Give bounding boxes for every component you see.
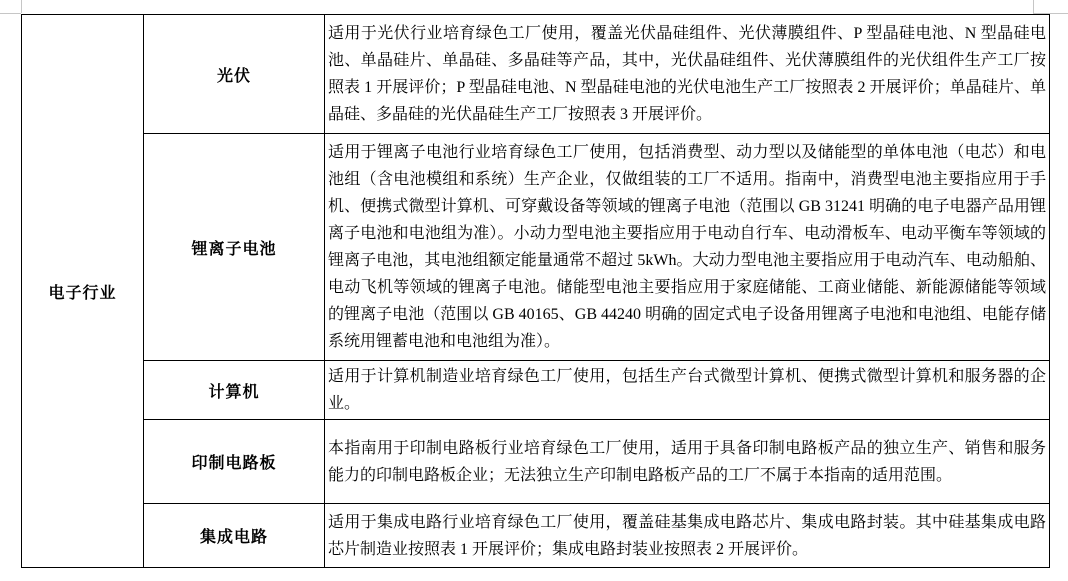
category-cell-lithium-battery: 锂离子电池 (144, 134, 325, 361)
table-row (22, 420, 1050, 504)
description-cell-integrated-circuit: 适用于集成电路行业培育绿色工厂使用，覆盖硅基集成电路芯片、集成电路封装。其中硅基集成电路芯片制造业按照表 1 开展评价；集成电路封装业按照表 2 开展评价。 (325, 504, 1050, 568)
category-cell-computer: 计算机 (144, 361, 325, 420)
description-cell-computer: 适用于计算机制造业培育绿色工厂使用，包括生产台式微型计算机、便携式微型计算机和服务器的企业。 (325, 361, 1050, 420)
table-row (22, 361, 1050, 420)
table-row (22, 504, 1050, 568)
table-row (22, 15, 1050, 134)
industry-cell: 电子行业 (22, 15, 144, 568)
description-cell-printed-circuit-board: 本指南用于印制电路板行业培育绿色工厂使用，适用于具备印制电路板产品的独立生产、销售和服务能力的印制电路板企业；无法独立生产印制电路板产品的工厂不属于本指南的适用范围。 (325, 420, 1050, 504)
description-cell-lithium-battery: 适用于锂离子电池行业培育绿色工厂使用，包括消费型、动力型以及储能型的单体电池（电芯）和电池组（含电池模组和系统）生产企业，仅做组装的工厂不适用。指南中，消费型电池主要指应用于手机、便携式微型计算机、可穿戴设备等领域的锂离子电池（范围以 GB 31241 明确的电子电器产品用锂离子电池和电池组为准）。小动力型电池主要指应用于电动自行车、电动滑板车、电动平衡车等领域的锂离子电池，其电池组额定能量通常不超过 5kWh。大动力型电池主要指应用于电动汽车、电动船舶、电动飞机等领域的锂离子电池。储能型电池主要指应用于家庭储能、工商业储能、新能源储能等领域的锂离子电池（范围以 GB 40165、GB 44240 明确的固定式电子设备用锂离子电池和电池组、电能存储系统用锂蓄电池和电池组为准）。 (325, 134, 1050, 361)
industry-guide-table (21, 14, 1050, 568)
page-margin-crop-mark-top-right (1033, 0, 1034, 13)
table-row (22, 134, 1050, 361)
category-cell-photovoltaic: 光伏 (144, 15, 325, 134)
page-margin-crop-mark-top-left (21, 0, 22, 13)
category-cell-printed-circuit-board: 印制电路板 (144, 420, 325, 504)
description-cell-photovoltaic: 适用于光伏行业培育绿色工厂使用，覆盖光伏晶硅组件、光伏薄膜组件、P 型晶硅电池、N 型晶硅电池、单晶硅片、单晶硅、多晶硅等产品，其中，光伏晶硅组件、光伏薄膜组件的光伏组件生产工厂按照表 1 开展评价；P 型晶硅电池、N 型晶硅电池的光伏电池生产工厂按照表 2 开展评价；单晶硅片、单晶硅、多晶硅的光伏晶硅生产工厂按照表 3 开展评价。 (325, 15, 1050, 134)
category-cell-integrated-circuit: 集成电路 (144, 504, 325, 568)
page-margin-crop-mark-top-left (0, 13, 21, 14)
